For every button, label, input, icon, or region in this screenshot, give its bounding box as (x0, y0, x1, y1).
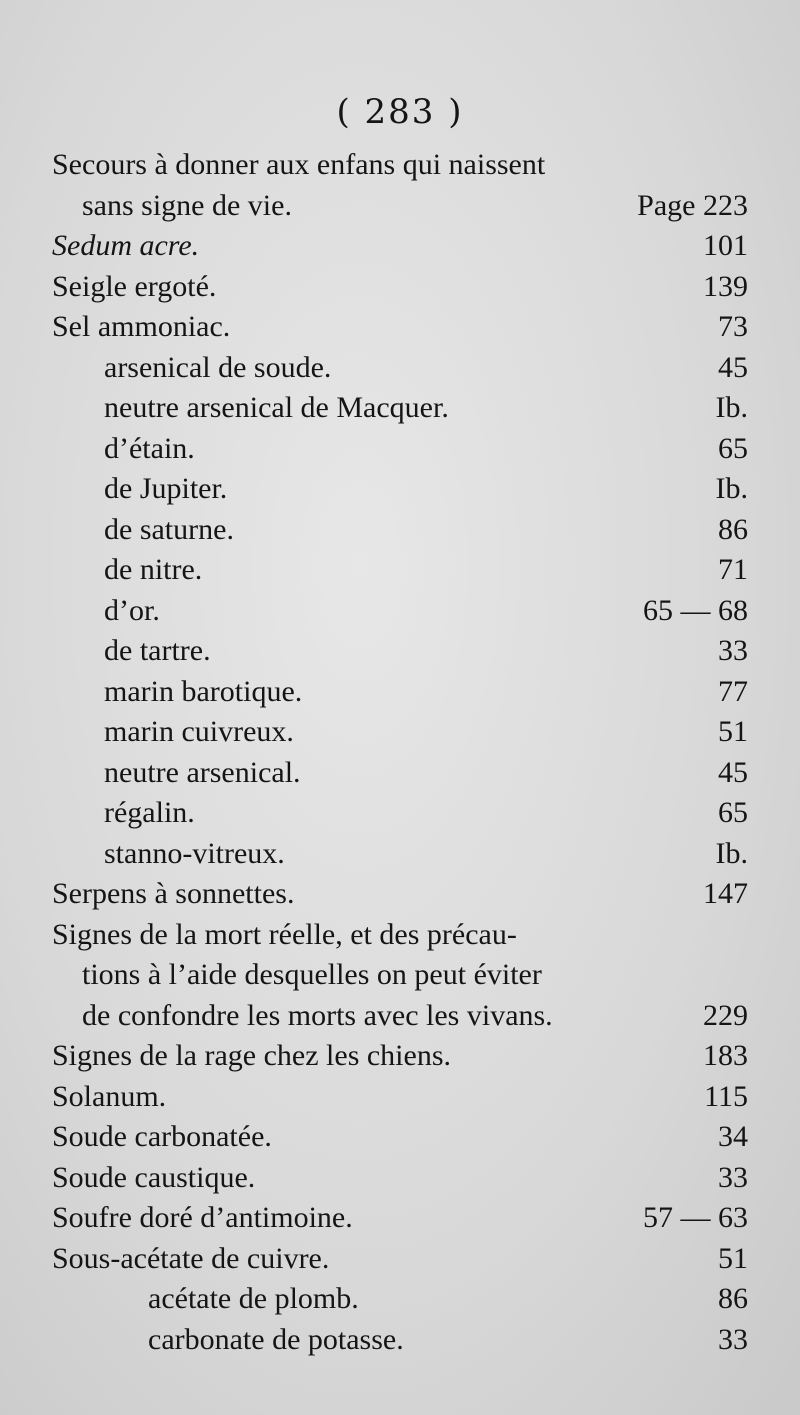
entry-page-ref: 115 (704, 1079, 748, 1113)
index-list (0, 145, 800, 1360)
index-entry (0, 1320, 800, 1361)
entry-text: régalin. (104, 796, 195, 829)
entry-text: de nitre. (104, 553, 203, 586)
entry-page-ref: 45 (718, 350, 748, 384)
entry-page-ref: 139 (703, 269, 748, 303)
entry-page-ref: 65 (718, 431, 748, 465)
entry-text: Soude caustique. (52, 1160, 256, 1194)
index-entry (0, 550, 800, 591)
index-entry (0, 631, 800, 672)
entry-text: Soufre doré d’antimoine. (52, 1201, 353, 1234)
entry-page-ref: Ib. (715, 391, 748, 424)
index-entry (0, 1077, 800, 1118)
entry-page-ref: 51 (718, 1241, 748, 1275)
index-entry (0, 145, 800, 186)
entry-page-ref: 86 (718, 512, 748, 546)
index-entry (0, 712, 800, 753)
index-entry (0, 267, 800, 308)
entry-text: neutre arsenical de Macquer. (104, 391, 449, 424)
entry-page-ref: 147 (703, 877, 748, 910)
entry-text: Signes de la rage chez les chiens. (52, 1039, 452, 1072)
index-entry (0, 996, 800, 1037)
entry-text: sans signe de vie. (82, 188, 292, 222)
index-entry (0, 1198, 800, 1239)
index-entry (0, 307, 800, 348)
entry-text: marin cuivreux. (104, 715, 294, 748)
entry-text: de tartre. (104, 634, 211, 667)
entry-page-ref: 33 (718, 1322, 748, 1356)
index-entry (0, 429, 800, 470)
entry-page-ref: 51 (718, 715, 748, 748)
index-entry (0, 1158, 800, 1199)
entry-text: d’or. (104, 593, 160, 627)
entry-page-ref: 183 (703, 1039, 748, 1072)
entry-page-ref: 73 (718, 310, 748, 343)
index-entry (0, 1239, 800, 1280)
entry-text: tions à l’aide desquelles on peut éviter (82, 958, 542, 991)
index-entry (0, 672, 800, 713)
entry-page-ref: 101 (703, 229, 748, 262)
index-entry (0, 874, 800, 915)
entry-text: stanno-vitreux. (104, 836, 285, 870)
page-number: ( 283 ) (336, 92, 464, 132)
entry-page-ref: 33 (718, 634, 748, 667)
entry-text: Sous-acétate de cuivre. (52, 1241, 330, 1275)
entry-text: Signes de la mort réelle, et des précau- (52, 917, 517, 951)
entry-text: neutre arsenical. (104, 755, 301, 789)
index-entry (0, 1036, 800, 1077)
entry-text: acétate de plomb. (148, 1282, 359, 1315)
entry-text: Sedum acre. (52, 229, 200, 262)
entry-text: de saturne. (104, 512, 234, 546)
entry-text: de confondre les morts avec les vivans. (82, 998, 553, 1032)
entry-text: Seigle ergoté. (52, 269, 217, 303)
index-entry (0, 753, 800, 794)
index-entry (0, 793, 800, 834)
entry-text: de Jupiter. (104, 472, 228, 505)
entry-page-ref: 71 (718, 553, 748, 586)
entry-text: Solanum. (52, 1079, 167, 1113)
entry-page-ref: 229 (703, 998, 748, 1032)
entry-page-ref: 57 — 63 (643, 1201, 748, 1234)
entry-text: Sel ammoniac. (52, 310, 231, 343)
index-entry (0, 591, 800, 632)
index-entry (0, 388, 800, 429)
entry-page-ref: 34 (718, 1120, 748, 1153)
entry-text: arsenical de soude. (104, 350, 332, 384)
index-entry (0, 915, 800, 956)
entry-text: d’étain. (104, 431, 195, 465)
entry-text: Serpens à sonnettes. (52, 877, 295, 910)
index-entry (0, 348, 800, 389)
entry-page-ref: Ib. (715, 472, 748, 505)
index-entry (0, 834, 800, 875)
entry-text: carbonate de potasse. (148, 1322, 404, 1356)
entry-page-ref: 65 — 68 (643, 593, 748, 627)
entry-text: Soude carbonatée. (52, 1120, 272, 1153)
entry-page-ref: Ib. (715, 836, 748, 870)
index-entry (0, 226, 800, 267)
index-entry (0, 186, 800, 227)
entry-page-ref: 86 (718, 1282, 748, 1315)
entry-page-ref: Page 223 (637, 188, 748, 222)
index-entry (0, 955, 800, 996)
entry-page-ref: 45 (718, 755, 748, 789)
entry-text: marin barotique. (104, 674, 303, 708)
entry-page-ref: 65 (718, 796, 748, 829)
index-entry (0, 1117, 800, 1158)
entry-page-ref: 77 (718, 674, 748, 708)
index-entry (0, 469, 800, 510)
index-entry (0, 510, 800, 551)
entry-text: Secours à donner aux enfans qui naissent (52, 148, 546, 181)
index-entry (0, 1279, 800, 1320)
entry-page-ref: 33 (718, 1160, 748, 1194)
